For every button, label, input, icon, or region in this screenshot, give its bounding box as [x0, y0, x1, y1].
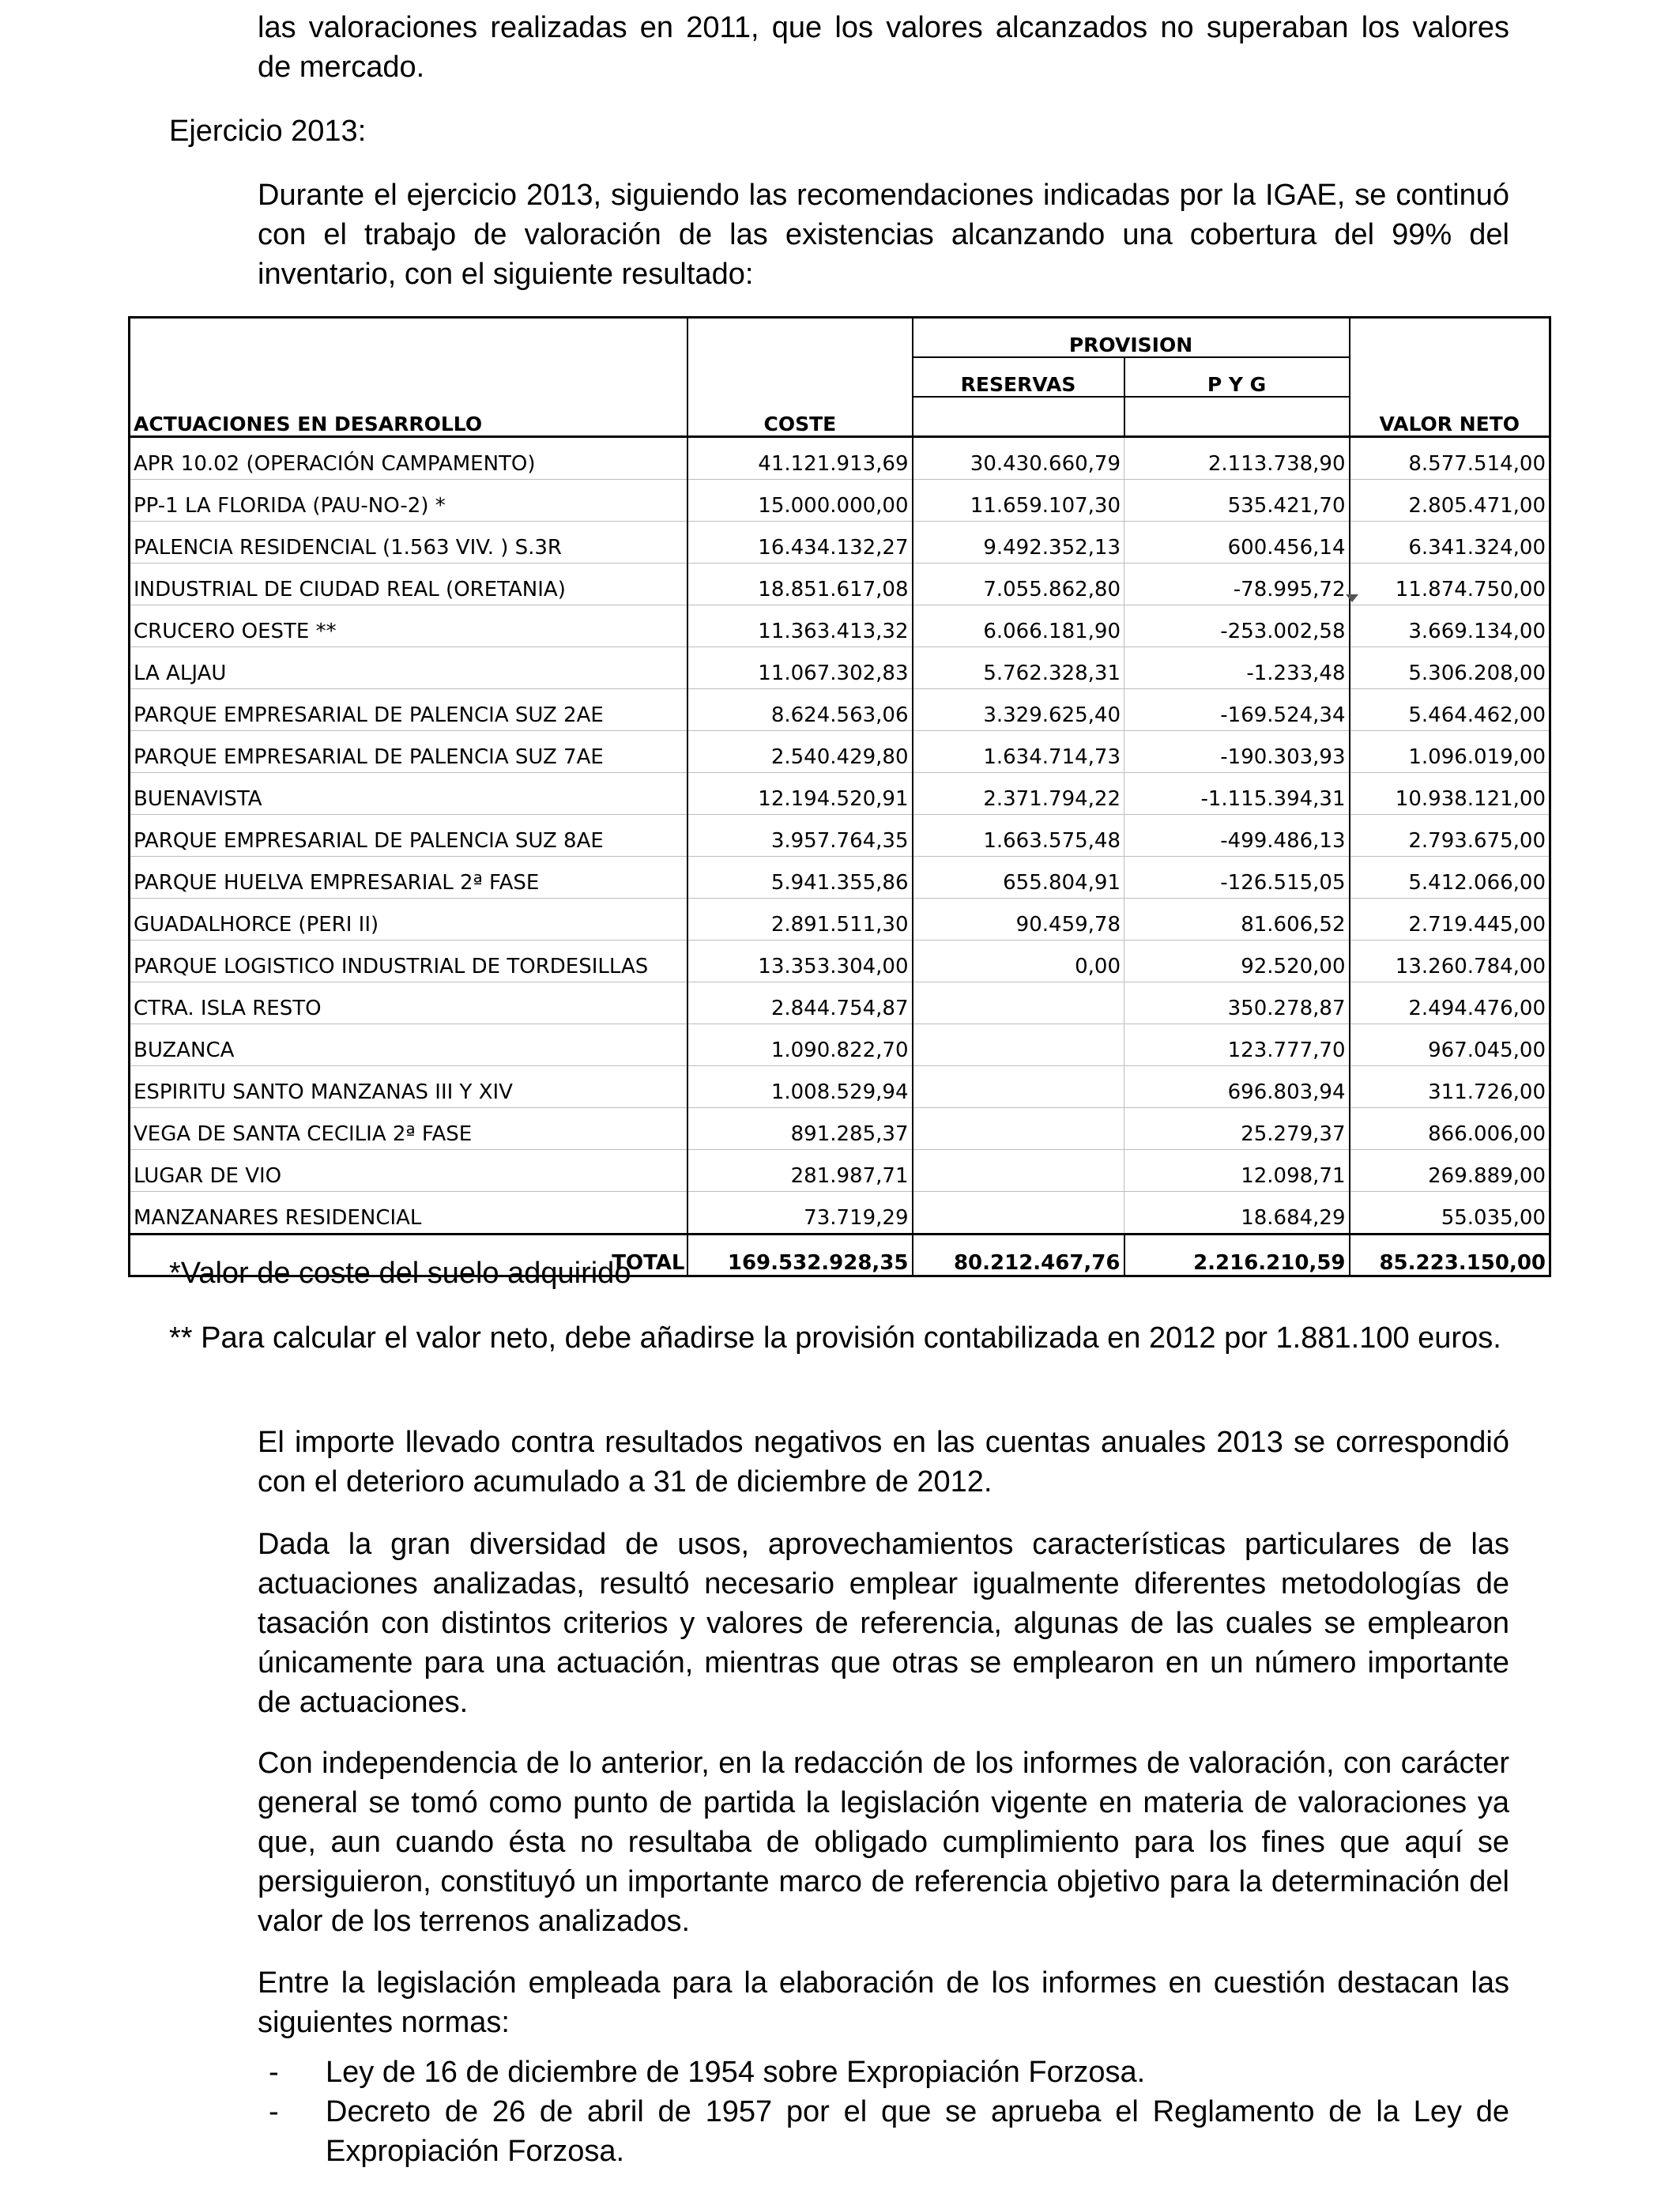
cell-pyg: 18.684,29 — [1124, 1192, 1350, 1235]
cell-coste: 281.987,71 — [687, 1150, 913, 1192]
cell-coste: 16.434.132,27 — [687, 522, 913, 564]
paragraph-dada: Dada la gran diversidad de usos, aprovechamientos características particulares de las actuaciones analizadas, resultó necesario emplear igualmente diferentes metodologías de tasación con distintos criterios y valores de referencia, algunas de las cuales se emplearon únicamente para una actuación, mientras que otras se emplearon en un número importante de actuaciones. — [258, 1528, 1509, 1719]
cell-valor-neto: 10.938.121,00 — [1350, 773, 1550, 815]
table-row — [130, 1066, 1550, 1108]
table-row — [130, 437, 1550, 480]
table-row — [130, 605, 1550, 647]
paragraph-importe: El importe llevado contra resultados negativos en las cuentas anuales 2013 se correspondió con el deterioro acumulado a 31 de diciembre de 2012. — [258, 1426, 1509, 1498]
table-row — [130, 1108, 1550, 1150]
cell-coste: 13.353.304,00 — [687, 941, 913, 982]
cell-valor-neto: 13.260.784,00 — [1350, 941, 1550, 982]
table-row — [130, 982, 1550, 1024]
cell-pyg: 12.098,71 — [1124, 1150, 1350, 1192]
header-pyg: P Y G — [1124, 357, 1350, 397]
cell-valor-neto: 55.035,00 — [1350, 1192, 1550, 1235]
valuation-table-wrapper — [128, 316, 1549, 1277]
header-row-1 — [130, 318, 1550, 358]
cell-actuacion: MANZANARES RESIDENCIAL — [130, 1192, 687, 1235]
cell-valor-neto: 5.464.462,00 — [1350, 689, 1550, 731]
table-row — [130, 1150, 1550, 1192]
cell-valor-neto: 11.874.750,00 — [1350, 564, 1550, 605]
table-row — [130, 815, 1550, 857]
header-row-3 — [130, 397, 1550, 437]
cell-actuacion: GUADALHORCE (PERI II) — [130, 899, 687, 941]
cell-actuacion: VEGA DE SANTA CECILIA 2ª FASE — [130, 1108, 687, 1150]
cell-coste: 41.121.913,69 — [687, 437, 913, 480]
table-body — [130, 437, 1550, 1235]
cell-actuacion: CTRA. ISLA RESTO — [130, 982, 687, 1024]
list-item-text: Ley de 16 de diciembre de 1954 sobre Expropiación Forzosa. — [326, 2056, 1146, 2089]
cell-coste: 11.067.302,83 — [687, 647, 913, 689]
cell-actuacion: PP-1 LA FLORIDA (PAU-NO-2) * — [130, 480, 687, 522]
cell-reservas — [913, 1150, 1124, 1192]
paragraph-durante: Durante el ejercicio 2013, siguiendo las recomendaciones indicadas por la IGAE, se continuó con el trabajo de valoración de las existencias alcanzando una cobertura del 99% del inventario, con el siguiente resultado: — [258, 179, 1509, 291]
table-row — [130, 857, 1550, 899]
cell-actuacion: ESPIRITU SANTO MANZANAS III Y XIV — [130, 1066, 687, 1108]
cell-actuacion: BUENAVISTA — [130, 773, 687, 815]
header-valor-neto: VALOR NETO — [1350, 397, 1550, 437]
cell-reservas: 1.663.575,48 — [913, 815, 1124, 857]
cell-coste: 73.719,29 — [687, 1192, 913, 1235]
cell-reservas: 5.762.328,31 — [913, 647, 1124, 689]
paragraph-entre: Entre la legislación empleada para la elaboración de los informes en cuestión destacan las siguientes normas: — [258, 1966, 1509, 2039]
cell-pyg: -1.115.394,31 — [1124, 773, 1350, 815]
cell-valor-neto: 269.889,00 — [1350, 1150, 1550, 1192]
cell-valor-neto: 311.726,00 — [1350, 1066, 1550, 1108]
cell-actuacion: PARQUE LOGISTICO INDUSTRIAL DE TORDESILLAS — [130, 941, 687, 982]
cell-pyg: 350.278,87 — [1124, 982, 1350, 1024]
cell-valor-neto: 2.719.445,00 — [1350, 899, 1550, 941]
cell-reservas: 2.371.794,22 — [913, 773, 1124, 815]
cell-coste: 12.194.520,91 — [687, 773, 913, 815]
cell-valor-neto: 866.006,00 — [1350, 1108, 1550, 1150]
cell-reservas: 7.055.862,80 — [913, 564, 1124, 605]
cell-valor-neto: 5.306.208,00 — [1350, 647, 1550, 689]
cell-reservas: 1.634.714,73 — [913, 731, 1124, 773]
cell-reservas — [913, 1108, 1124, 1150]
header-reservas: RESERVAS — [913, 357, 1124, 397]
cell-coste: 8.624.563,06 — [687, 689, 913, 731]
legislation-list — [258, 2053, 1509, 2171]
cell-coste: 11.363.413,32 — [687, 605, 913, 647]
cell-actuacion: PARQUE EMPRESARIAL DE PALENCIA SUZ 7AE — [130, 731, 687, 773]
cell-reservas — [913, 1024, 1124, 1066]
cell-pyg: 123.777,70 — [1124, 1024, 1350, 1066]
table-row — [130, 564, 1550, 605]
cell-coste: 1.090.822,70 — [687, 1024, 913, 1066]
table-row — [130, 522, 1550, 564]
cell-pyg: 92.520,00 — [1124, 941, 1350, 982]
cell-pyg: -499.486,13 — [1124, 815, 1350, 857]
table-row — [130, 480, 1550, 522]
list-item-text: Decreto de 26 de abril de 1957 por el que se aprueba el Reglamento de la Ley de Expropiación Forzosa. — [326, 2095, 1509, 2168]
cell-actuacion: PARQUE HUELVA EMPRESARIAL 2ª FASE — [130, 857, 687, 899]
cell-actuacion: PALENCIA RESIDENCIAL (1.563 VIV. ) S.3R — [130, 522, 687, 564]
cell-coste: 15.000.000,00 — [687, 480, 913, 522]
cell-actuacion: INDUSTRIAL DE CIUDAD REAL (ORETANIA) — [130, 564, 687, 605]
list-bullet: - — [269, 2095, 279, 2128]
cell-coste: 2.540.429,80 — [687, 731, 913, 773]
table-row — [130, 941, 1550, 982]
section-heading: Ejercicio 2013: — [169, 115, 367, 148]
paragraph-independencia: Con independencia de lo anterior, en la redacción de los informes de valoración, con carácter general se tomó como punto de partida la legislación vigente en materia de valoraciones ya que, aun cuando ésta no resultaba de obligado cumplimiento para los fines que aquí se persiguieron, constituyó un importante marco de referencia objetivo para la determinación del valor de los terrenos analizados. — [258, 1747, 1509, 1938]
cell-actuacion: CRUCERO OESTE ** — [130, 605, 687, 647]
table-row — [130, 899, 1550, 941]
cell-pyg: -78.995,72 — [1124, 564, 1350, 605]
cell-valor-neto: 5.412.066,00 — [1350, 857, 1550, 899]
cell-coste: 2.891.511,30 — [687, 899, 913, 941]
cell-pyg: 25.279,37 — [1124, 1108, 1350, 1150]
cell-reservas: 90.459,78 — [913, 899, 1124, 941]
cell-comment-marker — [1346, 594, 1358, 602]
cell-reservas: 30.430.660,79 — [913, 437, 1124, 480]
cell-pyg: 2.113.738,90 — [1124, 437, 1350, 480]
cell-valor-neto: 2.805.471,00 — [1350, 480, 1550, 522]
total-pyg: 2.216.210,59 — [1124, 1235, 1350, 1276]
cell-coste: 18.851.617,08 — [687, 564, 913, 605]
cell-reservas: 0,00 — [913, 941, 1124, 982]
table-row — [130, 647, 1550, 689]
cell-pyg: -190.303,93 — [1124, 731, 1350, 773]
list-item — [258, 2053, 1509, 2092]
cell-valor-neto: 3.669.134,00 — [1350, 605, 1550, 647]
cell-actuacion: PARQUE EMPRESARIAL DE PALENCIA SUZ 8AE — [130, 815, 687, 857]
cell-valor-neto: 2.793.675,00 — [1350, 815, 1550, 857]
cell-coste: 1.008.529,94 — [687, 1066, 913, 1108]
cell-reservas: 9.492.352,13 — [913, 522, 1124, 564]
cell-coste: 2.844.754,87 — [687, 982, 913, 1024]
cell-pyg: -253.002,58 — [1124, 605, 1350, 647]
cell-pyg: 696.803,94 — [1124, 1066, 1350, 1108]
total-reservas: 80.212.467,76 — [913, 1235, 1124, 1276]
note-star: *Valor de coste del suelo adquirido — [169, 1257, 631, 1290]
header-actuaciones: ACTUACIONES EN DESARROLLO — [130, 397, 687, 437]
cell-reservas — [913, 1066, 1124, 1108]
total-coste: 169.532.928,35 — [687, 1235, 913, 1276]
total-label: TOTAL — [130, 1235, 687, 1276]
cell-reservas: 11.659.107,30 — [913, 480, 1124, 522]
header-coste: COSTE — [687, 397, 913, 437]
cell-coste: 3.957.764,35 — [687, 815, 913, 857]
cell-actuacion: PARQUE EMPRESARIAL DE PALENCIA SUZ 2AE — [130, 689, 687, 731]
table-row — [130, 773, 1550, 815]
header-row-2 — [130, 357, 1550, 397]
cell-coste: 5.941.355,86 — [687, 857, 913, 899]
cell-valor-neto: 6.341.324,00 — [1350, 522, 1550, 564]
table-row — [130, 731, 1550, 773]
cell-pyg: -126.515,05 — [1124, 857, 1350, 899]
cell-pyg: -1.233,48 — [1124, 647, 1350, 689]
table-row — [130, 1192, 1550, 1235]
cell-valor-neto: 967.045,00 — [1350, 1024, 1550, 1066]
header-provision: PROVISION — [913, 318, 1350, 358]
cell-valor-neto: 2.494.476,00 — [1350, 982, 1550, 1024]
cell-valor-neto: 8.577.514,00 — [1350, 437, 1550, 480]
list-item — [258, 2092, 1509, 2171]
cell-reservas — [913, 982, 1124, 1024]
list-bullet: - — [269, 2056, 279, 2089]
valuation-table — [128, 316, 1551, 1277]
cell-pyg: -169.524,34 — [1124, 689, 1350, 731]
table-row — [130, 1024, 1550, 1066]
cell-reservas: 655.804,91 — [913, 857, 1124, 899]
cell-pyg: 81.606,52 — [1124, 899, 1350, 941]
cell-coste: 891.285,37 — [687, 1108, 913, 1150]
total-valor-neto: 85.223.150,00 — [1350, 1235, 1550, 1276]
intro-line-1: las valoraciones realizadas en 2011, que los valores alcanzados no superaban los valores — [258, 11, 1509, 44]
cell-actuacion: APR 10.02 (OPERACIÓN CAMPAMENTO) — [130, 437, 687, 480]
cell-pyg: 600.456,14 — [1124, 522, 1350, 564]
table-row — [130, 689, 1550, 731]
intro-line-2: de mercado. — [258, 51, 425, 84]
cell-reservas: 3.329.625,40 — [913, 689, 1124, 731]
cell-actuacion: LUGAR DE VIO — [130, 1150, 687, 1192]
cell-valor-neto: 1.096.019,00 — [1350, 731, 1550, 773]
cell-pyg: 535.421,70 — [1124, 480, 1350, 522]
note-double-star: ** Para calcular el valor neto, debe añadirse la provisión contabilizada en 2012 por 1.881.100 euros. — [169, 1321, 1501, 1355]
cell-actuacion: LA ALJAU — [130, 647, 687, 689]
cell-reservas: 6.066.181,90 — [913, 605, 1124, 647]
cell-reservas — [913, 1192, 1124, 1235]
cell-actuacion: BUZANCA — [130, 1024, 687, 1066]
